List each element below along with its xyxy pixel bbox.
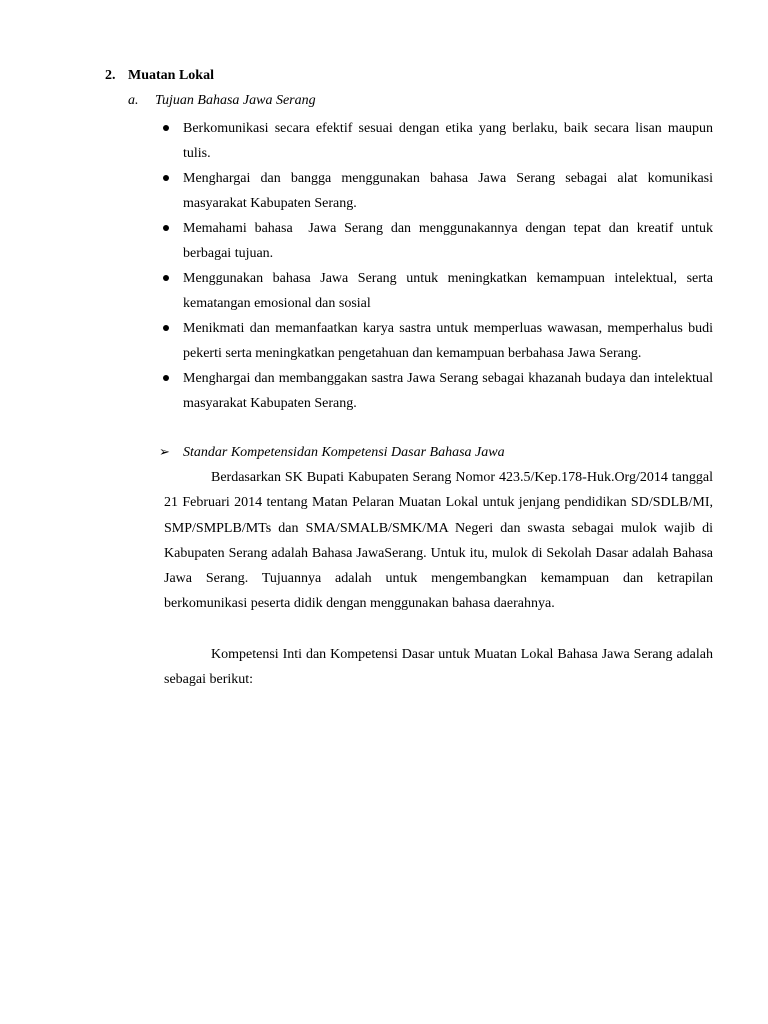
list-item bbox=[161, 216, 717, 266]
standards-title: Standar Kompetensidan Kompetensi Dasar Bahasa Jawa bbox=[183, 445, 505, 460]
list-item-text: Menggunakan bahasa Jawa Serang untuk meningkatkan kemampuan intelektual, serta kematangan emosional dan sosial bbox=[183, 271, 713, 311]
subsection-heading bbox=[128, 92, 316, 110]
bullet-icon bbox=[163, 125, 169, 131]
list-item bbox=[161, 166, 713, 216]
bullet-icon bbox=[163, 325, 169, 331]
bullet-icon bbox=[163, 175, 169, 181]
subsection-letter: a. bbox=[128, 93, 139, 108]
body-paragraph: Berdasarkan SK Bupati Kabupaten Serang Nomor 423.5/Kep.178-Huk.Org/2014 tanggal 21 Februari 2014 tentang Matan Pelaran Muatan Lokal untuk jenjang pendidikan SD/SDLB/MI, SMP/SMPLB/MTs dan SMA/SMALB/SMK/MA Negeri dan swasta sebagai mulok wajib di Kabupaten Serang adalah Bahasa JawaSerang. Untuk itu, mulok di Sekolah Dasar adalah Bahasa Jawa Serang. Tujuannya adalah untuk mengembangkan kemampuan dan ketrapilan berkomunikasi peserta didik dengan menggunakan bahasa daerahnya. bbox=[164, 470, 713, 612]
body-paragraph: Kompetensi Inti dan Kompetensi Dasar untuk Muatan Lokal Bahasa Jawa Serang adalah sebagai berikut: bbox=[164, 647, 713, 688]
section-title: Muatan Lokal bbox=[128, 68, 214, 83]
bullet-icon bbox=[163, 275, 169, 281]
standards-heading bbox=[159, 443, 505, 462]
bullet-icon bbox=[163, 375, 169, 381]
list-item bbox=[161, 366, 713, 416]
list-item-text: Menghargai dan membanggakan sastra Jawa Serang sebagai khazanah budaya dan intelektual masyarakat Kabupaten Serang. bbox=[183, 371, 713, 411]
list-item-text: Menikmati dan memanfaatkan karya sastra untuk memperluas wawasan, memperhalus budi pekerti serta meningkatkan pengetahuan dan kemampuan berbahasa Jawa Serang. bbox=[183, 321, 713, 361]
list-item-text: Berkomunikasi secara efektif sesuai dengan etika yang berlaku, baik secara lisan maupun tulis. bbox=[183, 121, 713, 161]
arrow-bullet-icon: ➢ bbox=[159, 444, 170, 459]
subsection-title: Tujuan Bahasa Jawa Serang bbox=[155, 93, 316, 108]
list-item bbox=[161, 266, 713, 316]
list-item-text: Memahami bahasa Jawa Serang dan menggunakannya dengan tepat dan kreatif untuk berbagai tujuan. bbox=[183, 221, 717, 261]
objectives-list bbox=[161, 116, 717, 416]
list-item bbox=[161, 116, 713, 166]
section-number: 2. bbox=[105, 68, 116, 83]
section-heading bbox=[105, 67, 214, 85]
list-item-text: Menghargai dan bangga menggunakan bahasa Jawa Serang sebagai alat komunikasi masyarakat Kabupaten Serang. bbox=[183, 171, 713, 211]
list-item bbox=[161, 316, 713, 366]
bullet-icon bbox=[163, 225, 169, 231]
